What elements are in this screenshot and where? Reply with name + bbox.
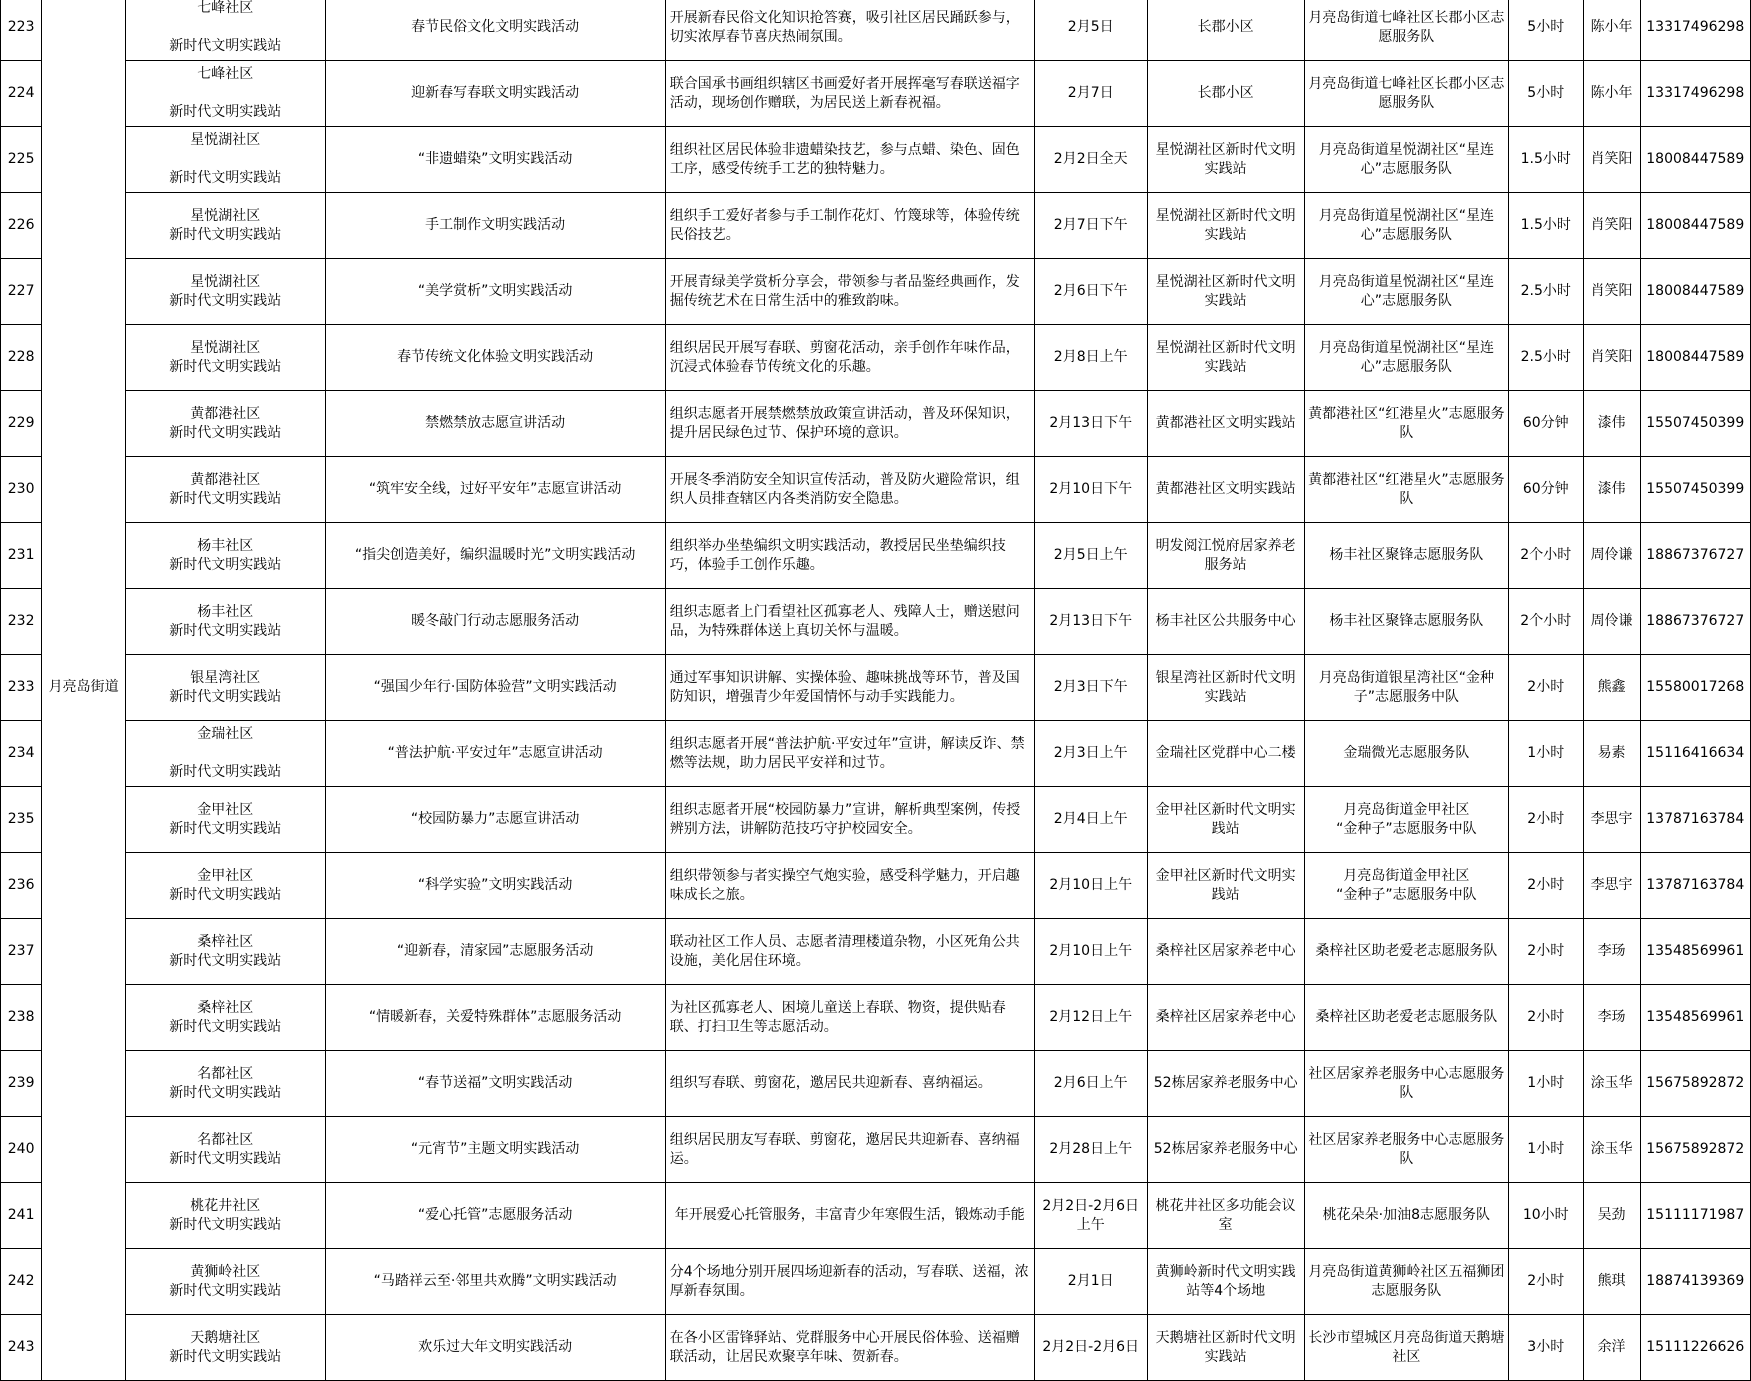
activity-content-cell: 分4个场地分别开展四场迎新春的活动，写春联、送福，浓厚新春氛围。 — [665, 1249, 1034, 1315]
table-body — [1, 0, 1751, 1381]
volunteer-team-cell: 月亮岛街道银星湾社区“金种子”志愿服务中队 — [1304, 655, 1508, 721]
activity-content-cell: 在各小区雷锋驿站、党群服务中心开展民俗体验、送福赠联活动，让居民欢聚享年味、贺新春。 — [665, 1315, 1034, 1381]
activity-content-cell: 联动社区工作人员、志愿者清理楼道杂物，小区死角公共设施，美化居住环境。 — [665, 919, 1034, 985]
phone-cell: 18867376727 — [1640, 523, 1751, 589]
table-row — [1, 1249, 1751, 1315]
duration-cell: 2.5小时 — [1508, 259, 1583, 325]
row-number: 236 — [1, 853, 42, 919]
table-row — [1, 457, 1751, 523]
table-row — [1, 787, 1751, 853]
row-number: 238 — [1, 985, 42, 1051]
time-cell: 2月28日上午 — [1034, 1117, 1147, 1183]
station-cell: 杨丰社区 新时代文明实践站 — [125, 523, 325, 589]
volunteer-team-cell: 月亮岛街道星悦湖社区“星连心”志愿服务队 — [1304, 325, 1508, 391]
time-cell: 2月10日下午 — [1034, 457, 1147, 523]
contact-person-cell: 吴劲 — [1583, 1183, 1640, 1249]
activity-name-cell: “元宵节”主题文明实践活动 — [325, 1117, 665, 1183]
volunteer-team-cell: 黄都港社区“红港星火”志愿服务队 — [1304, 457, 1508, 523]
time-cell: 2月3日上午 — [1034, 721, 1147, 787]
activity-content-cell: 开展青绿美学赏析分享会，带领参与者品鉴经典画作，发掘传统艺术在日常生活中的雅致韵味。 — [665, 259, 1034, 325]
duration-cell: 2个小时 — [1508, 589, 1583, 655]
phone-cell: 15675892872 — [1640, 1051, 1751, 1117]
phone-cell: 15580017268 — [1640, 655, 1751, 721]
row-number: 241 — [1, 1183, 42, 1249]
station-cell: 七峰社区 新时代文明实践站 — [125, 61, 325, 127]
activity-content-cell: 组织举办坐垫编织文明实践活动，教授居民坐垫编织技巧，体验手工创作乐趣。 — [665, 523, 1034, 589]
volunteer-team-cell: 金瑞微光志愿服务队 — [1304, 721, 1508, 787]
activity-content-cell: 组织社区居民体验非遗蜡染技艺，参与点蜡、染色、固色工序，感受传统手工艺的独特魅力。 — [665, 127, 1034, 193]
row-number: 240 — [1, 1117, 42, 1183]
activity-content-cell: 联合国承书画组织辖区书画爱好者开展挥毫写春联送福字活动，现场创作赠联，为居民送上新春祝福。 — [665, 61, 1034, 127]
activity-content-cell: 组织居民开展写春联、剪窗花活动，亲手创作年味作品，沉浸式体验春节传统文化的乐趣。 — [665, 325, 1034, 391]
phone-cell: 18008447589 — [1640, 127, 1751, 193]
phone-cell: 15675892872 — [1640, 1117, 1751, 1183]
place-cell: 桑梓社区居家养老中心 — [1147, 985, 1304, 1051]
station-cell: 金瑞社区 新时代文明实践站 — [125, 721, 325, 787]
time-cell: 2月6日下午 — [1034, 259, 1147, 325]
phone-cell: 13317496298 — [1640, 61, 1751, 127]
place-cell: 天鹅塘社区新时代文明实践站 — [1147, 1315, 1304, 1381]
place-cell: 桑梓社区居家养老中心 — [1147, 919, 1304, 985]
duration-cell: 3小时 — [1508, 1315, 1583, 1381]
duration-cell: 2小时 — [1508, 985, 1583, 1051]
duration-cell: 2小时 — [1508, 655, 1583, 721]
row-number: 223 — [1, 0, 42, 61]
time-cell: 2月13日下午 — [1034, 589, 1147, 655]
volunteer-team-cell: 桃花朵朵·加油8志愿服务队 — [1304, 1183, 1508, 1249]
duration-cell: 2小时 — [1508, 787, 1583, 853]
activity-name-cell: “春节送福”文明实践活动 — [325, 1051, 665, 1117]
row-number: 234 — [1, 721, 42, 787]
station-cell: 杨丰社区 新时代文明实践站 — [125, 589, 325, 655]
street-cell: 月亮岛街道 — [42, 0, 126, 1381]
table-row — [1, 259, 1751, 325]
table-row — [1, 853, 1751, 919]
contact-person-cell: 周伶谦 — [1583, 589, 1640, 655]
time-cell: 2月5日上午 — [1034, 523, 1147, 589]
table-row — [1, 61, 1751, 127]
phone-cell: 15111171987 — [1640, 1183, 1751, 1249]
duration-cell: 1小时 — [1508, 1051, 1583, 1117]
station-cell: 黄都港社区 新时代文明实践站 — [125, 391, 325, 457]
activity-content-cell: 组织志愿者上门看望社区孤寡老人、残障人士，赠送慰问品，为特殊群体送上真切关怀与温暖。 — [665, 589, 1034, 655]
phone-cell: 18008447589 — [1640, 259, 1751, 325]
table-row — [1, 193, 1751, 259]
contact-person-cell: 肖笑阳 — [1583, 325, 1640, 391]
row-number: 232 — [1, 589, 42, 655]
contact-person-cell: 熊鑫 — [1583, 655, 1640, 721]
volunteer-team-cell: 桑梓社区助老爱老志愿服务队 — [1304, 985, 1508, 1051]
activity-name-cell: “强国少年行·国防体验营”文明实践活动 — [325, 655, 665, 721]
place-cell: 黄狮岭新时代文明实践站等4个场地 — [1147, 1249, 1304, 1315]
activity-name-cell: 暖冬敲门行动志愿服务活动 — [325, 589, 665, 655]
volunteer-team-cell: 桑梓社区助老爱老志愿服务队 — [1304, 919, 1508, 985]
volunteer-team-cell: 月亮岛街道七峰社区长郡小区志愿服务队 — [1304, 0, 1508, 61]
volunteer-team-cell: 社区居家养老服务中心志愿服务队 — [1304, 1117, 1508, 1183]
activity-name-cell: 春节传统文化体验文明实践活动 — [325, 325, 665, 391]
volunteer-team-cell: 月亮岛街道星悦湖社区“星连心”志愿服务队 — [1304, 193, 1508, 259]
place-cell: 金甲社区新时代文明实践站 — [1147, 853, 1304, 919]
row-number: 243 — [1, 1315, 42, 1381]
table-row — [1, 391, 1751, 457]
station-cell: 名都社区 新时代文明实践站 — [125, 1051, 325, 1117]
place-cell: 星悦湖社区新时代文明实践站 — [1147, 193, 1304, 259]
duration-cell: 1.5小时 — [1508, 193, 1583, 259]
activity-content-cell: 为社区孤寡老人、困境儿童送上春联、物资，提供贴春联、打扫卫生等志愿活动。 — [665, 985, 1034, 1051]
duration-cell: 10小时 — [1508, 1183, 1583, 1249]
phone-cell: 15507450399 — [1640, 391, 1751, 457]
time-cell: 2月1日 — [1034, 1249, 1147, 1315]
activity-name-cell: 迎新春写春联文明实践活动 — [325, 61, 665, 127]
table-row — [1, 919, 1751, 985]
row-number: 233 — [1, 655, 42, 721]
contact-person-cell: 李思宇 — [1583, 853, 1640, 919]
place-cell: 桃花井社区多功能会议室 — [1147, 1183, 1304, 1249]
activity-content-cell: 开展新春民俗文化知识抢答赛，吸引社区居民踊跃参与，切实浓厚春节喜庆热闹氛围。 — [665, 0, 1034, 61]
station-cell: 桃花井社区 新时代文明实践站 — [125, 1183, 325, 1249]
phone-cell: 13787163784 — [1640, 853, 1751, 919]
volunteer-team-cell: 杨丰社区聚锋志愿服务队 — [1304, 589, 1508, 655]
station-cell: 黄狮岭社区 新时代文明实践站 — [125, 1249, 325, 1315]
row-number: 230 — [1, 457, 42, 523]
contact-person-cell: 肖笑阳 — [1583, 193, 1640, 259]
contact-person-cell: 余洋 — [1583, 1315, 1640, 1381]
duration-cell: 2小时 — [1508, 919, 1583, 985]
table-row — [1, 523, 1751, 589]
volunteer-team-cell: 月亮岛街道金甲社区 “金种子”志愿服务中队 — [1304, 787, 1508, 853]
station-cell: 桑梓社区 新时代文明实践站 — [125, 985, 325, 1051]
station-cell: 星悦湖社区 新时代文明实践站 — [125, 127, 325, 193]
time-cell: 2月13日下午 — [1034, 391, 1147, 457]
row-number: 228 — [1, 325, 42, 391]
activity-name-cell: “美学赏析”文明实践活动 — [325, 259, 665, 325]
duration-cell: 2小时 — [1508, 853, 1583, 919]
time-cell: 2月5日 — [1034, 0, 1147, 61]
volunteer-team-cell: 社区居家养老服务中心志愿服务队 — [1304, 1051, 1508, 1117]
place-cell: 金瑞社区党群中心二楼 — [1147, 721, 1304, 787]
contact-person-cell: 熊琪 — [1583, 1249, 1640, 1315]
place-cell: 黄都港社区文明实践站 — [1147, 457, 1304, 523]
station-cell: 名都社区 新时代文明实践站 — [125, 1117, 325, 1183]
station-cell: 星悦湖社区 新时代文明实践站 — [125, 259, 325, 325]
place-cell: 杨丰社区公共服务中心 — [1147, 589, 1304, 655]
contact-person-cell: 涂玉华 — [1583, 1051, 1640, 1117]
activity-name-cell: 禁燃禁放志愿宣讲活动 — [325, 391, 665, 457]
row-number: 242 — [1, 1249, 42, 1315]
table-row — [1, 1117, 1751, 1183]
row-number: 226 — [1, 193, 42, 259]
time-cell: 2月10日上午 — [1034, 919, 1147, 985]
contact-person-cell: 周伶谦 — [1583, 523, 1640, 589]
activity-name-cell: “马踏祥云至·邻里共欢腾”文明实践活动 — [325, 1249, 665, 1315]
phone-cell: 13548569961 — [1640, 985, 1751, 1051]
contact-person-cell: 李玚 — [1583, 919, 1640, 985]
activity-content-cell: 组织志愿者开展“普法护航·平安过年”宣讲，解读反诈、禁燃等法规，助力居民平安祥和过节。 — [665, 721, 1034, 787]
volunteer-team-cell: 长沙市望城区月亮岛街道天鹅塘社区 — [1304, 1315, 1508, 1381]
station-cell: 金甲社区 新时代文明实践站 — [125, 787, 325, 853]
place-cell: 银星湾社区新时代文明实践站 — [1147, 655, 1304, 721]
table-row — [1, 325, 1751, 391]
time-cell: 2月8日上午 — [1034, 325, 1147, 391]
row-number: 239 — [1, 1051, 42, 1117]
time-cell: 2月6日上午 — [1034, 1051, 1147, 1117]
place-cell: 星悦湖社区新时代文明实践站 — [1147, 325, 1304, 391]
activity-name-cell: “指尖创造美好，编织温暖时光”文明实践活动 — [325, 523, 665, 589]
row-number: 225 — [1, 127, 42, 193]
row-number: 237 — [1, 919, 42, 985]
time-cell: 2月10日上午 — [1034, 853, 1147, 919]
contact-person-cell: 肖笑阳 — [1583, 259, 1640, 325]
activity-name-cell: “迎新春，清家园”志愿服务活动 — [325, 919, 665, 985]
volunteer-team-cell: 杨丰社区聚锋志愿服务队 — [1304, 523, 1508, 589]
station-cell: 银星湾社区 新时代文明实践站 — [125, 655, 325, 721]
place-cell: 长郡小区 — [1147, 61, 1304, 127]
station-cell: 星悦湖社区 新时代文明实践站 — [125, 193, 325, 259]
place-cell: 金甲社区新时代文明实践站 — [1147, 787, 1304, 853]
time-cell: 2月4日上午 — [1034, 787, 1147, 853]
table-row — [1, 985, 1751, 1051]
duration-cell: 2个小时 — [1508, 523, 1583, 589]
activity-content-cell: 组织写春联、剪窗花，邀居民共迎新春、喜纳福运。 — [665, 1051, 1034, 1117]
contact-person-cell: 漆伟 — [1583, 457, 1640, 523]
phone-cell: 13787163784 — [1640, 787, 1751, 853]
activity-content-cell: 开展冬季消防安全知识宣传活动，普及防火避险常识，组织人员排查辖区内各类消防安全隐患。 — [665, 457, 1034, 523]
contact-person-cell: 涂玉华 — [1583, 1117, 1640, 1183]
duration-cell: 1小时 — [1508, 1117, 1583, 1183]
table-row — [1, 721, 1751, 787]
activity-name-cell: 春节民俗文化文明实践活动 — [325, 0, 665, 61]
activity-content-cell: 组织带领参与者实操空气炮实验，感受科学魅力，开启趣味成长之旅。 — [665, 853, 1034, 919]
activity-content-cell: 组织志愿者开展“校园防暴力”宣讲，解析典型案例，传授辨别方法，讲解防范技巧守护校园安全。 — [665, 787, 1034, 853]
place-cell: 52栋居家养老服务中心 — [1147, 1051, 1304, 1117]
contact-person-cell: 陈小年 — [1583, 0, 1640, 61]
phone-cell: 13317496298 — [1640, 0, 1751, 61]
station-cell: 星悦湖社区 新时代文明实践站 — [125, 325, 325, 391]
contact-person-cell: 李思宇 — [1583, 787, 1640, 853]
contact-person-cell: 陈小年 — [1583, 61, 1640, 127]
station-cell: 金甲社区 新时代文明实践站 — [125, 853, 325, 919]
phone-cell: 15116416634 — [1640, 721, 1751, 787]
activity-name-cell: “筑牢安全线，过好平安年”志愿宣讲活动 — [325, 457, 665, 523]
volunteer-team-cell: 月亮岛街道星悦湖社区“星连心”志愿服务队 — [1304, 127, 1508, 193]
phone-cell: 18008447589 — [1640, 325, 1751, 391]
place-cell: 星悦湖社区新时代文明实践站 — [1147, 127, 1304, 193]
activity-content-cell: 组织手工爱好者参与手工制作花灯、竹篾球等，体验传统民俗技艺。 — [665, 193, 1034, 259]
table-row — [1, 1183, 1751, 1249]
time-cell: 2月2日-2月6日上午 — [1034, 1183, 1147, 1249]
contact-person-cell: 肖笑阳 — [1583, 127, 1640, 193]
time-cell: 2月7日 — [1034, 61, 1147, 127]
place-cell: 长郡小区 — [1147, 0, 1304, 61]
station-cell: 七峰社区 新时代文明实践站 — [125, 0, 325, 61]
table-row — [1, 127, 1751, 193]
activity-content-cell: 通过军事知识讲解、实操体验、趣味挑战等环节，普及国防知识，增强青少年爱国情怀与动手实践能力。 — [665, 655, 1034, 721]
row-number: 229 — [1, 391, 42, 457]
row-number: 231 — [1, 523, 42, 589]
time-cell: 2月2日-2月6日 — [1034, 1315, 1147, 1381]
table-row — [1, 589, 1751, 655]
time-cell: 2月7日下午 — [1034, 193, 1147, 259]
phone-cell: 15507450399 — [1640, 457, 1751, 523]
row-number: 227 — [1, 259, 42, 325]
activity-name-cell: “非遗蜡染”文明实践活动 — [325, 127, 665, 193]
duration-cell: 60分钟 — [1508, 457, 1583, 523]
duration-cell: 1.5小时 — [1508, 127, 1583, 193]
duration-cell: 60分钟 — [1508, 391, 1583, 457]
time-cell: 2月2日全天 — [1034, 127, 1147, 193]
phone-cell: 18867376727 — [1640, 589, 1751, 655]
phone-cell: 18008447589 — [1640, 193, 1751, 259]
volunteer-team-cell: 月亮岛街道星悦湖社区“星连心”志愿服务队 — [1304, 259, 1508, 325]
activity-name-cell: 欢乐过大年文明实践活动 — [325, 1315, 665, 1381]
place-cell: 黄都港社区文明实践站 — [1147, 391, 1304, 457]
phone-cell: 13548569961 — [1640, 919, 1751, 985]
duration-cell: 2小时 — [1508, 1249, 1583, 1315]
station-cell: 桑梓社区 新时代文明实践站 — [125, 919, 325, 985]
activity-content-cell: 组织居民朋友写春联、剪窗花，邀居民共迎新春、喜纳福运。 — [665, 1117, 1034, 1183]
duration-cell: 2.5小时 — [1508, 325, 1583, 391]
table-row — [1, 0, 1751, 61]
station-cell: 黄都港社区 新时代文明实践站 — [125, 457, 325, 523]
place-cell: 明发阅江悦府居家养老服务站 — [1147, 523, 1304, 589]
activity-name-cell: “爱心托管”志愿服务活动 — [325, 1183, 665, 1249]
contact-person-cell: 漆伟 — [1583, 391, 1640, 457]
volunteer-team-cell: 月亮岛街道七峰社区长郡小区志愿服务队 — [1304, 61, 1508, 127]
time-cell: 2月3日下午 — [1034, 655, 1147, 721]
duration-cell: 1小时 — [1508, 721, 1583, 787]
volunteer-team-cell: 月亮岛街道金甲社区 “金种子”志愿服务中队 — [1304, 853, 1508, 919]
time-cell: 2月12日上午 — [1034, 985, 1147, 1051]
activity-name-cell: “科学实验”文明实践活动 — [325, 853, 665, 919]
activity-name-cell: 手工制作文明实践活动 — [325, 193, 665, 259]
activity-content-cell: 组织志愿者开展禁燃禁放政策宣讲活动，普及环保知识，提升居民绿色过节、保护环境的意识。 — [665, 391, 1034, 457]
activity-content-cell: 年开展爱心托管服务，丰富青少年寒假生活，锻炼动手能 — [665, 1183, 1034, 1249]
activity-name-cell: “校园防暴力”志愿宣讲活动 — [325, 787, 665, 853]
contact-person-cell: 易素 — [1583, 721, 1640, 787]
row-number: 224 — [1, 61, 42, 127]
volunteer-team-cell: 黄都港社区“红港星火”志愿服务队 — [1304, 391, 1508, 457]
volunteer-team-cell: 月亮岛街道黄狮岭社区五福狮团志愿服务队 — [1304, 1249, 1508, 1315]
row-number: 235 — [1, 787, 42, 853]
station-cell: 天鹅塘社区 新时代文明实践站 — [125, 1315, 325, 1381]
table-row — [1, 1051, 1751, 1117]
phone-cell: 18874139369 — [1640, 1249, 1751, 1315]
activity-name-cell: “普法护航·平安过年”志愿宣讲活动 — [325, 721, 665, 787]
contact-person-cell: 李玚 — [1583, 985, 1640, 1051]
place-cell: 52栋居家养老服务中心 — [1147, 1117, 1304, 1183]
phone-cell: 15111226626 — [1640, 1315, 1751, 1381]
duration-cell: 5小时 — [1508, 0, 1583, 61]
duration-cell: 5小时 — [1508, 61, 1583, 127]
table-row — [1, 1315, 1751, 1381]
activity-name-cell: “情暖新春，关爱特殊群体”志愿服务活动 — [325, 985, 665, 1051]
table-row — [1, 655, 1751, 721]
place-cell: 星悦湖社区新时代文明实践站 — [1147, 259, 1304, 325]
